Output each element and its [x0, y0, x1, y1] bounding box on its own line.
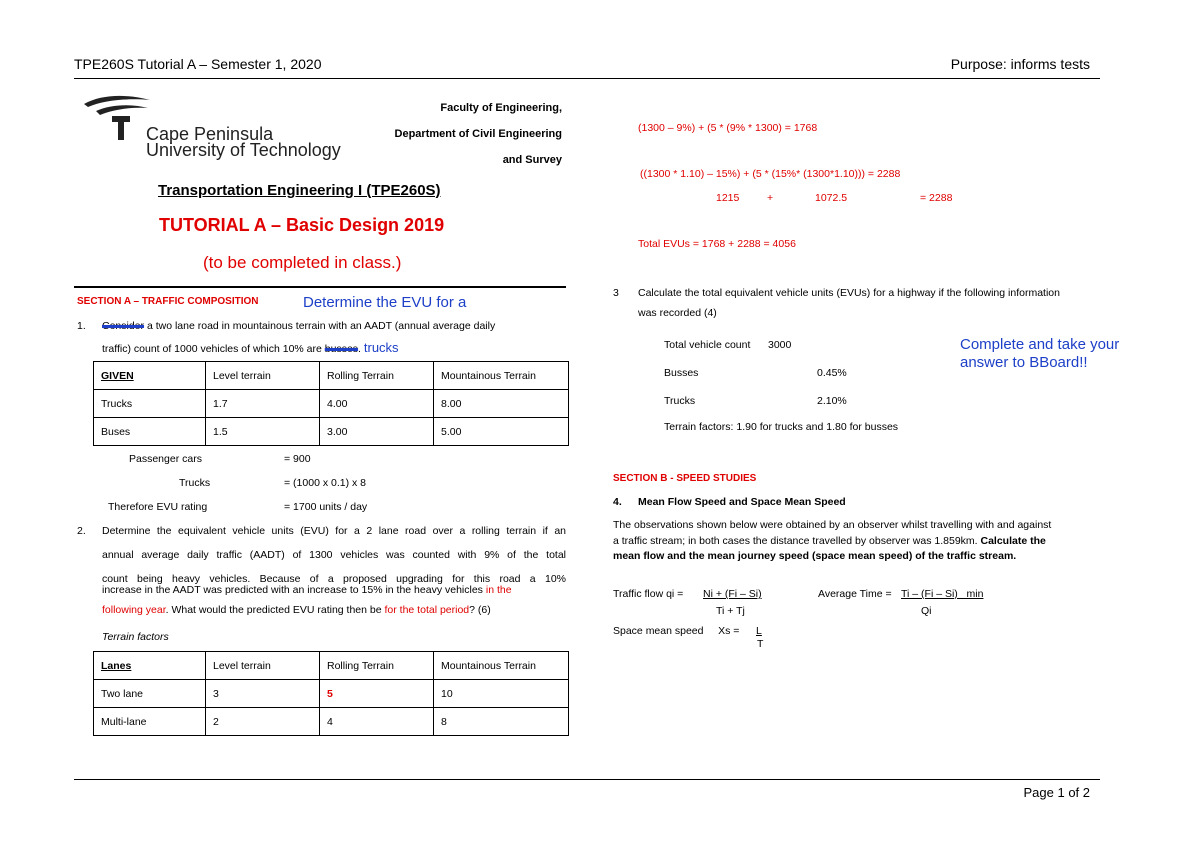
- q1-struck-word: Consider: [102, 320, 145, 332]
- table-header-cell: Mountainous Terrain: [434, 652, 569, 680]
- q3-line2: was recorded (4): [638, 307, 717, 319]
- table-cell: 3: [206, 680, 320, 708]
- handwritten-note-bboard-1: Complete and take your: [960, 336, 1120, 353]
- footer-rule: [74, 779, 1100, 780]
- table-header-row: [94, 362, 569, 390]
- section-b-heading: SECTION B - SPEED STUDIES: [613, 473, 757, 484]
- calc-label-trucks: Trucks: [179, 477, 211, 489]
- formula-sms-numerator: L: [756, 625, 762, 637]
- formula-sms-label: Space mean speed Xs =: [613, 625, 743, 637]
- q2-line4: increase in the AADT was predicted with an increase to 15% in the heavy vehicles in the: [102, 584, 512, 596]
- q4-title: Mean Flow Speed and Space Mean Speed: [638, 496, 846, 508]
- table-cell: 2: [206, 708, 320, 736]
- formula-flow-label: Traffic flow qi =: [613, 588, 684, 600]
- terrain-factors-label: Terrain factors: [102, 631, 169, 643]
- table-cell: Buses: [94, 418, 206, 446]
- q3-busses-label: Busses: [664, 367, 699, 379]
- table-cell: 1.5: [206, 418, 320, 446]
- table-row: [94, 708, 569, 736]
- table-header-cell: Level terrain: [206, 362, 320, 390]
- table-header-cell: Level terrain: [206, 652, 320, 680]
- table-cell: 4: [320, 708, 434, 736]
- calc-value-trucks: = (1000 x 0.1) x 8: [284, 477, 367, 489]
- table-cell: 3.00: [320, 418, 434, 446]
- table-header-cell: Rolling Terrain: [320, 362, 434, 390]
- q4-number: 4.: [613, 496, 622, 508]
- q2-number: 2.: [77, 525, 86, 537]
- q1-line1: Consider a two lane road in mountainous terrain with an AADT (annual average daily: [102, 320, 496, 332]
- q4-para-line2: a traffic stream; in both cases the distance travelled by observer was 1.859km. Calculate the: [613, 535, 1046, 547]
- q4-para-line3: mean flow and the mean journey speed (space mean speed) of the traffic stream.: [613, 550, 1017, 562]
- q1-line2: traffic) count of 1000 vehicles of which 10% are busses. trucks: [102, 340, 399, 355]
- q2-line3: count being heavy vehicles. Because of a proposed upgrading for this road a 10%: [102, 573, 566, 585]
- answer-line3-a: 1215: [716, 192, 740, 204]
- table-cell: Two lane: [94, 680, 206, 708]
- q3-number: 3: [613, 287, 619, 299]
- table-header-cell: GIVEN: [94, 362, 206, 390]
- tutorial-title: TUTORIAL A – Basic Design 2019: [159, 215, 445, 235]
- formula-avg-numerator: Ti – (Fi – Si) min: [901, 588, 984, 600]
- formula-flow-denominator: Ti + Tj: [716, 605, 745, 617]
- title-rule: [74, 286, 566, 288]
- q3-trucks-value: 2.10%: [817, 395, 847, 407]
- q2-line5: following year. What would the predicted EVU rating then be for the total period? (6): [102, 604, 491, 616]
- header-rule: [74, 78, 1100, 79]
- q3-trucks-label: Trucks: [664, 395, 696, 407]
- handwritten-note-evu: Determine the EVU for a: [303, 294, 467, 311]
- answer-line3-eq: = 2288: [920, 192, 953, 204]
- table-cell: Multi-lane: [94, 708, 206, 736]
- tutorial-subtitle: (to be completed in class.): [203, 253, 402, 272]
- section-a-heading: SECTION A – TRAFFIC COMPOSITION: [77, 296, 259, 307]
- handwritten-note-bboard-2: answer to BBoard!!: [960, 354, 1088, 371]
- q3-line1: Calculate the total equivalent vehicle units (EVUs) for a highway if the following information: [638, 287, 1060, 299]
- q3-total-label: Total vehicle count: [664, 339, 751, 351]
- logo-line1: Cape Peninsula: [146, 124, 274, 144]
- header-right: Purpose: informs tests: [950, 56, 1090, 72]
- table-header-cell: Lanes: [94, 652, 206, 680]
- handwritten-trucks: trucks: [363, 340, 399, 355]
- faculty-line2: Department of Civil Engineering: [394, 128, 562, 140]
- calc-label-passenger: Passenger cars: [129, 453, 202, 465]
- answer-line2: ((1300 * 1.10) – 15%) + (5 * (15%* (1300*1.10))) = 2288: [640, 168, 901, 180]
- page-number: Page 1 of 2: [1023, 785, 1090, 800]
- calc-value-passenger: = 900: [284, 453, 311, 465]
- calc-label-evu: Therefore EVU rating: [108, 501, 208, 513]
- q3-busses-value: 0.45%: [817, 367, 847, 379]
- course-title: Transportation Engineering I (TPE260S): [158, 182, 441, 199]
- table-header-row: [94, 652, 569, 680]
- table-header-cell: Rolling Terrain: [320, 652, 434, 680]
- formula-sms-denominator: T: [757, 638, 764, 650]
- logo-line2: University of Technology: [146, 140, 341, 160]
- answer-total: Total EVUs = 1768 + 2288 = 4056: [638, 238, 796, 250]
- table-cell: 8.00: [434, 390, 569, 418]
- table-header-cell: Mountainous Terrain: [434, 362, 569, 390]
- formula-avg-label: Average Time =: [818, 588, 895, 600]
- table-cell: 1.7: [206, 390, 320, 418]
- answer-line3-plus: +: [767, 192, 774, 204]
- table-cell: 4.00: [320, 390, 434, 418]
- formula-avg-denominator: Qi: [921, 605, 932, 617]
- cput-logo-icon: [82, 92, 152, 142]
- faculty-line1: Faculty of Engineering,: [440, 102, 562, 114]
- table-cell: 5.00: [434, 418, 569, 446]
- q1-number: 1.: [77, 320, 86, 332]
- table-cell: 8: [434, 708, 569, 736]
- table-cell-highlight: 5: [320, 680, 434, 708]
- q2-line2: annual average daily traffic (AADT) of 1300 vehicles was counted with 9% of the total: [102, 549, 566, 561]
- q3-total-value: 3000: [768, 339, 792, 351]
- faculty-line3: and Survey: [502, 154, 562, 166]
- q4-para-line1: The observations shown below were obtained by an observer whilst travelling with and against: [613, 519, 1052, 531]
- calc-value-evu: = 1700 units / day: [284, 501, 368, 513]
- answer-line1: (1300 – 9%) + (5 * (9% * 1300) = 1768: [638, 122, 818, 134]
- table-row: [94, 418, 569, 446]
- table-cell: Trucks: [94, 390, 206, 418]
- header-left: TPE260S Tutorial A – Semester 1, 2020: [74, 56, 322, 72]
- table-cell: 10: [434, 680, 569, 708]
- table-terrain-factors: [93, 651, 569, 736]
- table-row: [94, 680, 569, 708]
- answer-line3-b: 1072.5: [815, 192, 848, 204]
- formula-flow-numerator: Ni + (Fi – Si): [703, 588, 762, 600]
- table-row: [94, 390, 569, 418]
- q2-line1: Determine the equivalent vehicle units (EVU) for a 2 lane road over a rolling terrain if an: [102, 525, 566, 537]
- q3-terrain-factors: Terrain factors: 1.90 for trucks and 1.80 for busses: [664, 421, 899, 433]
- table-given-factors: [93, 361, 569, 446]
